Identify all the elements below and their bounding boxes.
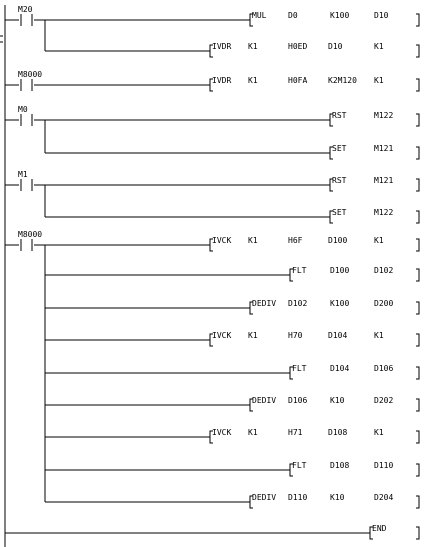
instruction-box[interactable]	[330, 111, 419, 126]
instruction-operand: K1	[248, 76, 258, 85]
instruction-operand: K100	[330, 299, 350, 308]
instruction-operand: D110	[374, 461, 394, 470]
ladder-rung[interactable]	[5, 170, 419, 223]
instruction-opcode: RST	[332, 111, 347, 120]
instruction-operand: D100	[330, 266, 350, 275]
instruction-opcode: FLT	[292, 461, 307, 470]
instruction-operand: D0	[288, 11, 298, 20]
instruction-operand: K1	[374, 331, 384, 340]
instruction-box[interactable]	[290, 266, 419, 281]
instruction-operand: D106	[288, 396, 308, 405]
instruction-opcode: DEDIV	[252, 299, 277, 308]
instruction-operand: D108	[328, 428, 348, 437]
instruction-opcode: IVDR	[212, 76, 232, 85]
instruction-operand: K1	[374, 76, 384, 85]
instruction-opcode: END	[372, 524, 387, 533]
instruction-operand: D100	[328, 236, 348, 245]
instruction-operand: K1	[248, 428, 258, 437]
instruction-box[interactable]	[330, 176, 419, 191]
instruction-operand: D106	[374, 364, 394, 373]
instruction-opcode: SET	[332, 208, 347, 217]
instruction-box[interactable]	[330, 144, 419, 159]
instruction-opcode: FLT	[292, 364, 307, 373]
instruction-opcode: IVCK	[212, 236, 232, 245]
instruction-operand: K1	[248, 236, 258, 245]
instruction-bracket-right	[416, 334, 419, 346]
instruction-bracket-right	[416, 464, 419, 476]
instruction-operand: D108	[330, 461, 350, 470]
instruction-operand: D200	[374, 299, 394, 308]
instruction-bracket-right	[416, 527, 419, 539]
normally-open-contact-icon[interactable]	[21, 79, 32, 91]
instruction-opcode: FLT	[292, 266, 307, 275]
instruction-bracket-right	[416, 367, 419, 379]
instruction-bracket-right	[416, 79, 419, 91]
instruction-operand: H0FA	[288, 76, 308, 85]
instruction-operand: K10	[330, 493, 345, 502]
instruction-operand: H71	[288, 428, 303, 437]
instruction-bracket-right	[416, 496, 419, 508]
normally-open-contact-icon[interactable]	[21, 239, 32, 251]
normally-open-contact-icon[interactable]	[21, 114, 32, 126]
contact-label: M20	[18, 5, 33, 14]
instruction-bracket-right	[416, 147, 419, 159]
instruction-operand: D110	[288, 493, 308, 502]
normally-open-contact-icon[interactable]	[21, 179, 32, 191]
instruction-operand: H6F	[288, 236, 303, 245]
instruction-opcode: MUL	[252, 11, 267, 20]
instruction-box[interactable]	[250, 493, 419, 508]
instruction-box[interactable]	[250, 11, 419, 26]
instruction-box[interactable]	[210, 331, 419, 346]
contact-label: M1	[18, 170, 28, 179]
instruction-operand: K10	[330, 396, 345, 405]
instruction-operand: K100	[330, 11, 350, 20]
instruction-operand: K2M120	[328, 76, 357, 85]
instruction-box[interactable]	[370, 524, 419, 539]
instruction-opcode: RST	[332, 176, 347, 185]
instruction-operand: H70	[288, 331, 303, 340]
instruction-bracket-right	[416, 179, 419, 191]
ladder-rung[interactable]	[5, 524, 419, 539]
instruction-opcode: DEDIV	[252, 396, 277, 405]
instruction-operand: M122	[374, 208, 394, 217]
ladder-rung[interactable]	[5, 230, 419, 508]
instruction-box[interactable]	[210, 76, 419, 91]
instruction-bracket-right	[416, 45, 419, 57]
instruction-operand: M121	[374, 176, 394, 185]
instruction-box[interactable]	[250, 396, 419, 411]
instruction-bracket-right	[416, 399, 419, 411]
instruction-bracket-right	[416, 114, 419, 126]
instruction-opcode: DEDIV	[252, 493, 277, 502]
instruction-operand: M121	[374, 144, 394, 153]
instruction-operand: K1	[374, 42, 384, 51]
instruction-box[interactable]	[210, 42, 419, 57]
instruction-operand: K1	[248, 42, 258, 51]
contact-label: M0	[18, 105, 28, 114]
instruction-box[interactable]	[210, 236, 419, 251]
ladder-rung[interactable]	[5, 5, 419, 57]
instruction-operand: K1	[374, 236, 384, 245]
instruction-opcode: SET	[332, 144, 347, 153]
instruction-opcode: IVCK	[212, 428, 232, 437]
ladder-rung[interactable]	[5, 105, 419, 159]
instruction-opcode: IVDR	[212, 42, 232, 51]
instruction-opcode: IVCK	[212, 331, 232, 340]
instruction-box[interactable]	[330, 208, 419, 223]
instruction-bracket-right	[416, 211, 419, 223]
instruction-operand: D10	[374, 11, 389, 20]
instruction-operand: D202	[374, 396, 394, 405]
instruction-operand: K1	[248, 331, 258, 340]
instruction-box[interactable]	[290, 461, 419, 476]
instruction-box[interactable]	[290, 364, 419, 379]
instruction-operand: D204	[374, 493, 394, 502]
instruction-bracket-right	[416, 431, 419, 443]
normally-open-contact-icon[interactable]	[21, 14, 32, 26]
instruction-operand: D104	[328, 331, 348, 340]
instruction-bracket-right	[416, 239, 419, 251]
instruction-box[interactable]	[210, 428, 419, 443]
instruction-operand: M122	[374, 111, 394, 120]
instruction-box[interactable]	[250, 299, 419, 314]
instruction-bracket-right	[416, 14, 419, 26]
instruction-operand: K1	[374, 428, 384, 437]
instruction-operand: D104	[330, 364, 350, 373]
contact-label: M8000	[18, 230, 43, 239]
instruction-operand: D102	[374, 266, 394, 275]
instruction-bracket-right	[416, 269, 419, 281]
instruction-operand: D10	[328, 42, 343, 51]
contact-label: M8000	[18, 70, 43, 79]
instruction-operand: D102	[288, 299, 308, 308]
instruction-bracket-right	[416, 302, 419, 314]
ladder-rung[interactable]	[5, 70, 419, 91]
instruction-operand: H0ED	[288, 42, 308, 51]
